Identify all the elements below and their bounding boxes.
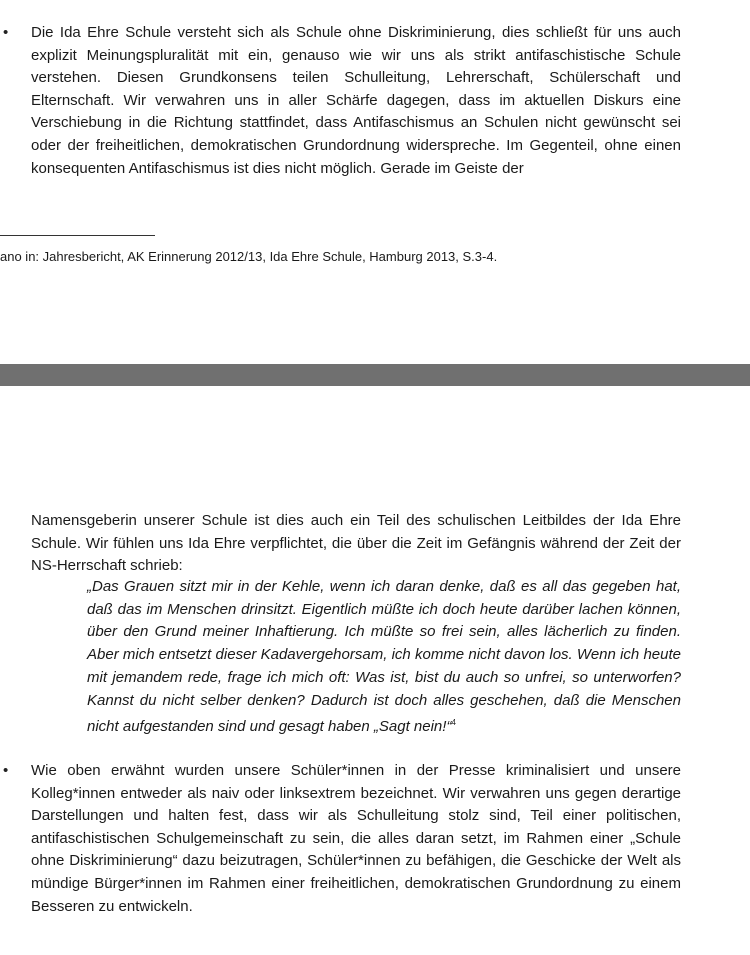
namesake-paragraph: Namensgeberin unserer Schule ist dies auch ein Teil des schulischen Leitbildes der Ida Ehre Schule. Wir fühlen uns Ida Ehre verpflichtet, die über die Zeit im Gefängnis während der Zeit der NS-Herrschaft schrieb: bbox=[31, 512, 681, 575]
ida-ehre-quote bbox=[87, 576, 681, 739]
footnote-text: ano in: Jahresbericht, AK Erinnerung 2012/13, Ida Ehre Schule, Hamburg 2013, S.3-4. bbox=[0, 249, 498, 264]
quote-text: „Das Grauen sitzt mir in der Kehle, wenn ich daran denke, daß es all das gegeben hat, daß das im Menschen drinsitzt. Eigentlich müßte ich doch heute darüber lachen können, über den Grund meiner Inhaftierung. Ich müßte so frei sein, alles lächerlich zu finden. Aber mich entsetzt dieser Kadavergehorsam, ich komme nicht davon los. Wenn ich heute mit jemandem rede, frage ich mich oft: Was ist, bist du auch so unfrei, so unterworfen? Kannst du nicht selber denken? Dadurch ist doch alles geschehen, daß die Menschen nicht aufgestanden sind und gesagt haben „Sagt nein!“ bbox=[87, 578, 681, 736]
page-break-gap bbox=[0, 364, 750, 386]
footnote-separator bbox=[0, 235, 155, 236]
bullet-marker: • bbox=[3, 24, 9, 41]
school-leadership-paragraph: Wie oben erwähnt wurden unsere Schüler*innen in der Presse kriminalisiert und unsere Kolleg*innen entweder als naiv oder linksextrem bezeichnet. Wir verwahren uns gegen derartige Darstellungen und halten fest, dass wir als Schulleitung stolz sind, Teil einer politischen, antifaschistischen Schulgemeinschaft zu sein, die alles daran setzt, im Rahmen einer „Schule ohne Diskriminierung“ dazu beizutragen, Schüler*innen zu befähigen, die Geschicke der Welt als mündige Bürger*innen im Rahmen einer freiheitlichen, demokratischen Grundordnung zu einem Besseren zu entwickeln. bbox=[31, 762, 681, 915]
footnote-marker: 4 bbox=[451, 718, 456, 728]
bullet-marker-2: • bbox=[3, 762, 9, 779]
document-page-bottom bbox=[0, 386, 750, 955]
document-page-top bbox=[0, 0, 750, 364]
antifascism-paragraph: Die Ida Ehre Schule versteht sich als Schule ohne Diskriminierung, dies schließt für uns auch explizit Meinungspluralität mit ein, genauso wie wir uns als strikt antifaschistische Schule verstehen. Diesen Grundkonsens teilen Schulleitung, Lehrerschaft, Schülerschaft und Elternschaft. Wir verwahren uns in aller Schärfe dagegen, dass im aktuellen Diskurs eine Verschiebung in die Richtung stattfindet, dass Antifaschismus an Schulen nicht gewünscht sei oder der freiheitlichen, demokratischen Grundordnung widerspreche. Im Gegenteil, ohne einen konsequenten Antifaschismus ist dies nicht möglich. Gerade im Geiste der bbox=[31, 24, 681, 177]
